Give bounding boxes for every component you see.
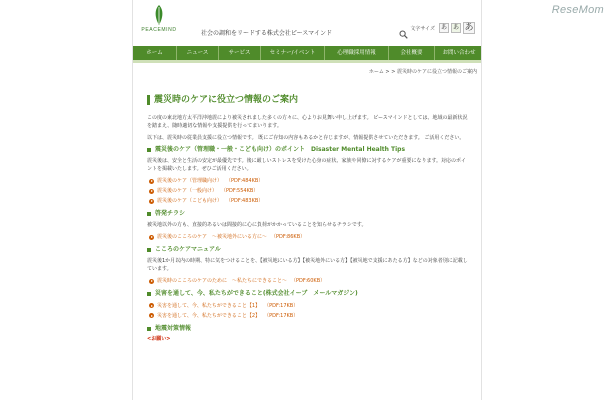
page-title: 震災時のケアに役立つ情報のご案内 bbox=[147, 95, 469, 105]
pdf-link[interactable] bbox=[147, 232, 469, 242]
arrow-icon bbox=[149, 279, 154, 284]
section-heading-text: 地震対策情報 bbox=[155, 324, 192, 332]
pdf-link-label[interactable]: 震災後のケア（管理職向け） bbox=[157, 178, 223, 185]
arrow-icon bbox=[149, 235, 154, 240]
main-nav bbox=[133, 46, 482, 60]
intro-paragraph: 以下は、震災時の従業員支援に役立つ情報です。 既にご存知の内容もあるかと存じますが、情報提供させていただきます。 ご活用ください。 bbox=[147, 134, 465, 141]
watermark: ReseMom bbox=[551, 4, 604, 16]
section-earthquake-info bbox=[147, 325, 469, 343]
section-body: 震災後は、安全と生活の安定が最優先です。後に厳しいストレスを受けた心身の症状、家族や同僚に対するケアが重要になります。対応のポイントを掲載いたします。ぜひご活用ください。 bbox=[147, 157, 467, 173]
pdf-size: （PDF:554KB） bbox=[221, 188, 259, 195]
section-heading bbox=[147, 210, 469, 218]
pdf-size: （PDF:483KB） bbox=[226, 198, 264, 205]
bullet-square-icon bbox=[147, 292, 151, 296]
pdf-link[interactable] bbox=[147, 186, 469, 196]
arrow-icon bbox=[149, 313, 154, 318]
pdf-link[interactable] bbox=[147, 196, 469, 206]
nav-item-home[interactable]: ホーム bbox=[133, 46, 177, 60]
section-manual bbox=[147, 246, 469, 286]
pdf-link-label[interactable]: 災害を通して、今、私たちができること【1】 bbox=[157, 302, 261, 309]
section-body: 震災後1か月以内の時期、特に気をつけることを、【被災地にいる方】【被災地外にいる方】【被災地で支援にあたる方】などの対象者別に記載しています。 bbox=[147, 257, 468, 273]
arrow-icon bbox=[149, 303, 154, 308]
pdf-link[interactable] bbox=[147, 311, 469, 321]
logo[interactable] bbox=[139, 4, 179, 33]
pdf-link-label[interactable]: 震災時のこころのケアのために ～私たちにできること～ bbox=[157, 278, 288, 285]
section-heading-text: 災害を通して、今、私たちができること(株式会社イーブ メールマガジン) bbox=[155, 290, 358, 298]
nav-item-news[interactable]: ニュース bbox=[177, 46, 219, 60]
section-flyer bbox=[147, 210, 469, 242]
arrow-icon bbox=[149, 199, 154, 204]
section-tips bbox=[147, 146, 469, 206]
nav-item-seminar-events[interactable]: セミナー/イベント bbox=[261, 46, 325, 60]
section-heading bbox=[147, 290, 469, 298]
pdf-size: （PDF:17KB） bbox=[264, 312, 299, 319]
pdf-link-label[interactable]: 災害を通して、今、私たちができること【2】 bbox=[157, 312, 261, 319]
pdf-link[interactable] bbox=[147, 276, 469, 286]
section-body: 被災地以外の方も、直接的あるいは間接的に心に負荷がかかっていることを知らせるチラシです。 bbox=[147, 221, 367, 228]
nav-item-recruit[interactable]: 心理職採用情報 bbox=[325, 46, 389, 60]
intro-paragraph: この度の東北地方太平洋沖地震により被災されました多くの方々に、心よりお見舞い申し上げます。 ピースマインドとしては、地域の最新状況を踏まえ、随時適切な情報や支援提供を行ってまいります。 bbox=[147, 115, 468, 130]
search-icon[interactable] bbox=[399, 24, 408, 33]
section-heading-text: こころのケアマニュアル bbox=[155, 246, 221, 254]
section-heading bbox=[147, 146, 469, 154]
bullet-square-icon bbox=[147, 212, 151, 216]
page bbox=[132, 0, 482, 400]
pdf-link-label[interactable]: 震災後のケア（一般向け） bbox=[157, 188, 218, 195]
breadcrumb[interactable]: ホーム > > 震災時のケアに役立つ情報のご案内 bbox=[368, 69, 477, 75]
pdf-size: （PDF:17KB） bbox=[264, 302, 299, 309]
section-heading bbox=[147, 325, 469, 333]
section-heading-text: 啓発チラシ bbox=[155, 210, 186, 218]
pdf-size: （PDF:60KB） bbox=[291, 278, 326, 285]
font-size-large-button[interactable]: あ bbox=[464, 23, 474, 33]
font-size-medium-button[interactable]: あ bbox=[452, 24, 459, 31]
arrow-icon bbox=[149, 189, 154, 194]
nav-item-contact[interactable]: お問い合わせ bbox=[442, 50, 476, 56]
pdf-size: （PDF:484KB） bbox=[226, 178, 264, 185]
arrow-icon bbox=[149, 179, 154, 184]
bullet-square-icon bbox=[147, 248, 151, 252]
section-mailmag bbox=[147, 290, 469, 320]
header bbox=[133, 0, 481, 44]
bullet-square-icon bbox=[147, 327, 151, 331]
pdf-link[interactable] bbox=[147, 176, 469, 186]
pdf-link-label[interactable]: 震災後のケア（こども向け） bbox=[157, 198, 223, 205]
logo-text: PEACEMIND bbox=[141, 27, 177, 33]
nav-divider bbox=[133, 60, 482, 63]
nav-item-services[interactable]: サービス bbox=[219, 46, 261, 60]
section-heading-text: 震災後のケア（管理職・一般・こども向け）のポイント Disaster Mental Health Tips bbox=[155, 146, 406, 154]
font-size-label: 文字サイズ bbox=[410, 25, 435, 32]
nav-item-company[interactable]: 会社概要 bbox=[389, 46, 435, 60]
leaf-logo-icon bbox=[152, 4, 166, 26]
main-content bbox=[147, 95, 469, 343]
pdf-link-label[interactable]: 震災後のこころのケア ～被災地外にいる方に～ bbox=[157, 234, 268, 241]
tagline: 社会の調和をリードする株式会社ピースマインド bbox=[201, 30, 333, 37]
pdf-size: （PDF:86KB） bbox=[271, 234, 306, 241]
section-heading bbox=[147, 246, 469, 254]
font-size-controls bbox=[399, 22, 475, 34]
pdf-link[interactable] bbox=[147, 301, 469, 311]
bullet-square-icon bbox=[147, 148, 151, 152]
notice-label: <お願い> bbox=[147, 336, 171, 343]
font-size-small-button[interactable]: あ bbox=[440, 24, 447, 31]
